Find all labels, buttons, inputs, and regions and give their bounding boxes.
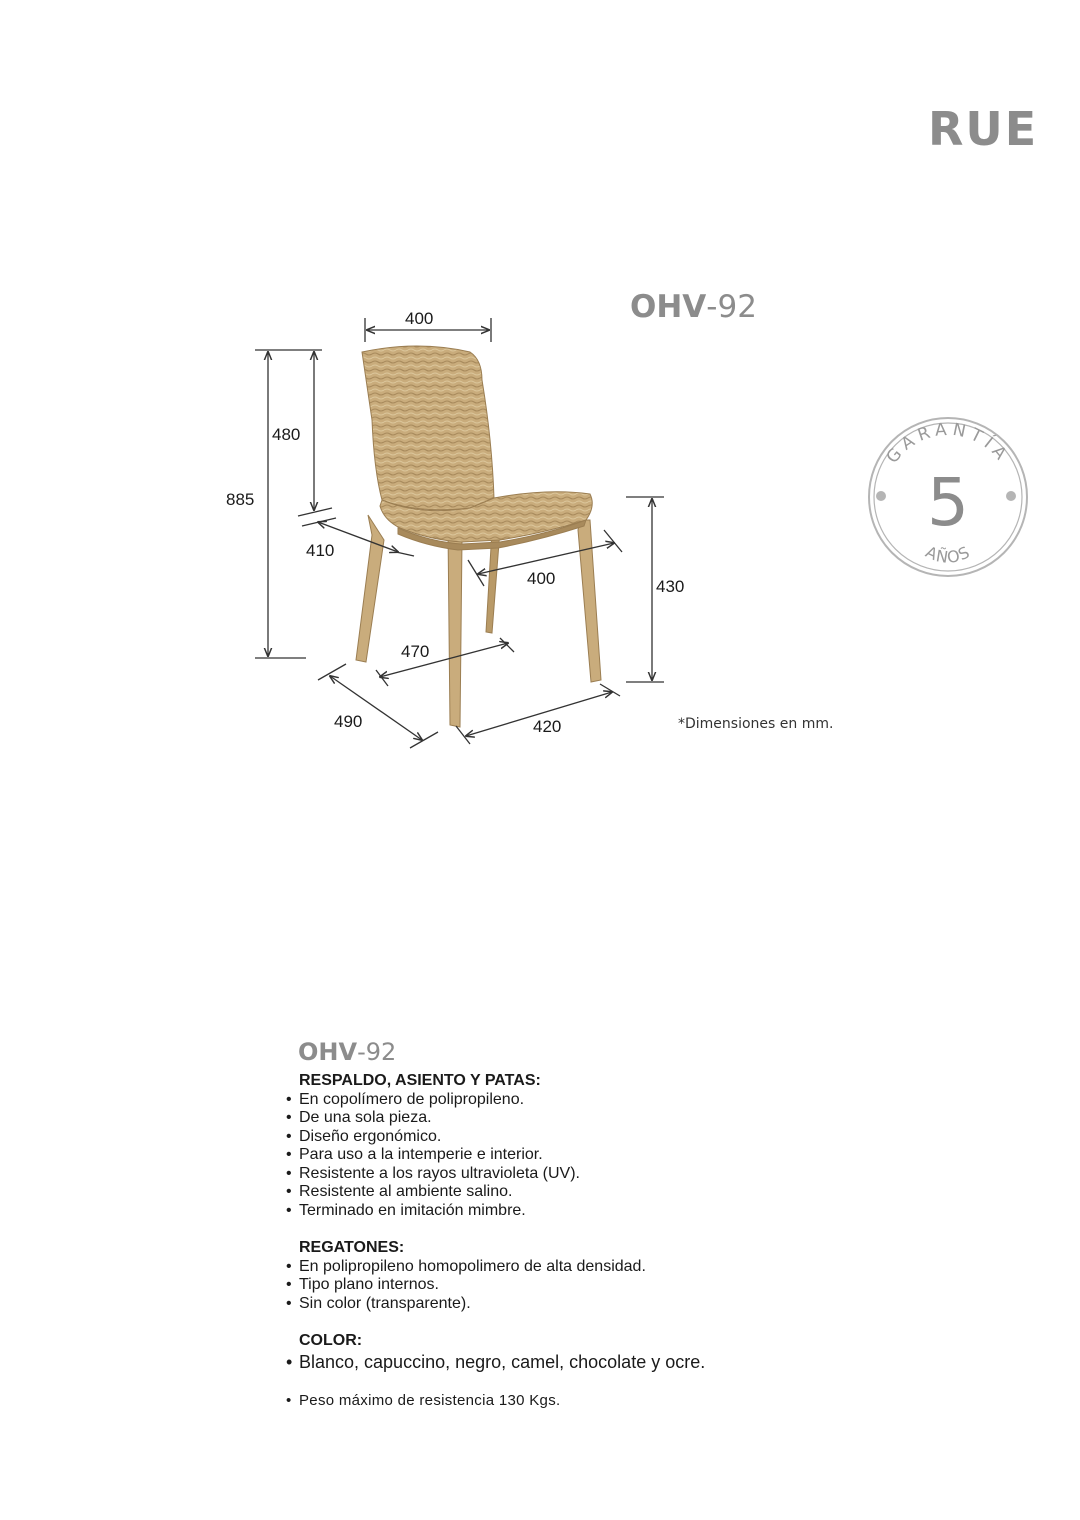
warranty-years: 5 — [927, 464, 969, 541]
dim-leg-span: 470 — [401, 642, 430, 661]
specifications — [286, 1072, 846, 1429]
section-title-color: COLOR: — [299, 1332, 363, 1349]
list-regatones — [286, 1258, 846, 1314]
warranty-unit: AÑOS — [922, 542, 974, 568]
dim-seat-depth: 410 — [306, 541, 335, 560]
model-suffix: -92 — [706, 289, 757, 325]
list-item: • En polipropileno homopolimero de alta densidad. — [286, 1258, 846, 1277]
brand-logo: RUE — [928, 102, 1039, 156]
list-color — [286, 1351, 846, 1373]
list-item: • Tipo plano internos. — [286, 1276, 846, 1295]
list-item: • Resistente al ambiente salino. — [286, 1183, 846, 1202]
dim-backrest-height: 480 — [272, 425, 301, 444]
weight-note-list — [286, 1392, 846, 1411]
list-item: • Para uso a la intemperie e interior. — [286, 1146, 846, 1165]
weight-note: • Peso máximo de resistencia 130 Kgs. — [286, 1392, 846, 1411]
dim-base-depth: 490 — [334, 712, 363, 731]
dim-base-width: 420 — [533, 717, 562, 736]
warranty-seal — [869, 418, 1027, 576]
dim-seat-height: 430 — [656, 577, 685, 596]
svg-text:AÑOS — [923, 542, 974, 567]
model-suffix: -92 — [357, 1038, 397, 1066]
list-item: • Sin color (transparente). — [286, 1295, 846, 1314]
list-item: • Resistente a los rayos ultravioleta (UV). — [286, 1165, 846, 1184]
model-prefix: OHV — [630, 289, 707, 325]
svg-text:GARANTÍA — [883, 420, 1014, 468]
warranty-title: GARANTÍA — [882, 419, 1014, 468]
list-item: • De una sola pieza. — [286, 1109, 846, 1128]
section-title-regatones: REGATONES: — [299, 1239, 405, 1256]
section-title-structure: RESPALDO, ASIENTO Y PATAS: — [299, 1072, 541, 1089]
model-title-specs — [298, 1040, 396, 1064]
model-prefix: OHV — [298, 1038, 358, 1066]
list-item: • Blanco, capuccino, negro, camel, chocolate y ocre. — [286, 1351, 846, 1373]
list-item: • Terminado en imitación mimbre. — [286, 1202, 846, 1221]
chair-image — [356, 346, 601, 727]
dimensions-note: *Dimensiones en mm. — [678, 716, 834, 732]
list-structure — [286, 1091, 846, 1221]
list-item: • En copolímero de polipropileno. — [286, 1091, 846, 1110]
dim-seat-width: 400 — [527, 569, 556, 588]
dim-height-total: 885 — [226, 490, 255, 509]
dim-backrest-width: 400 — [405, 309, 434, 328]
list-item: • Diseño ergonómico. — [286, 1128, 846, 1147]
